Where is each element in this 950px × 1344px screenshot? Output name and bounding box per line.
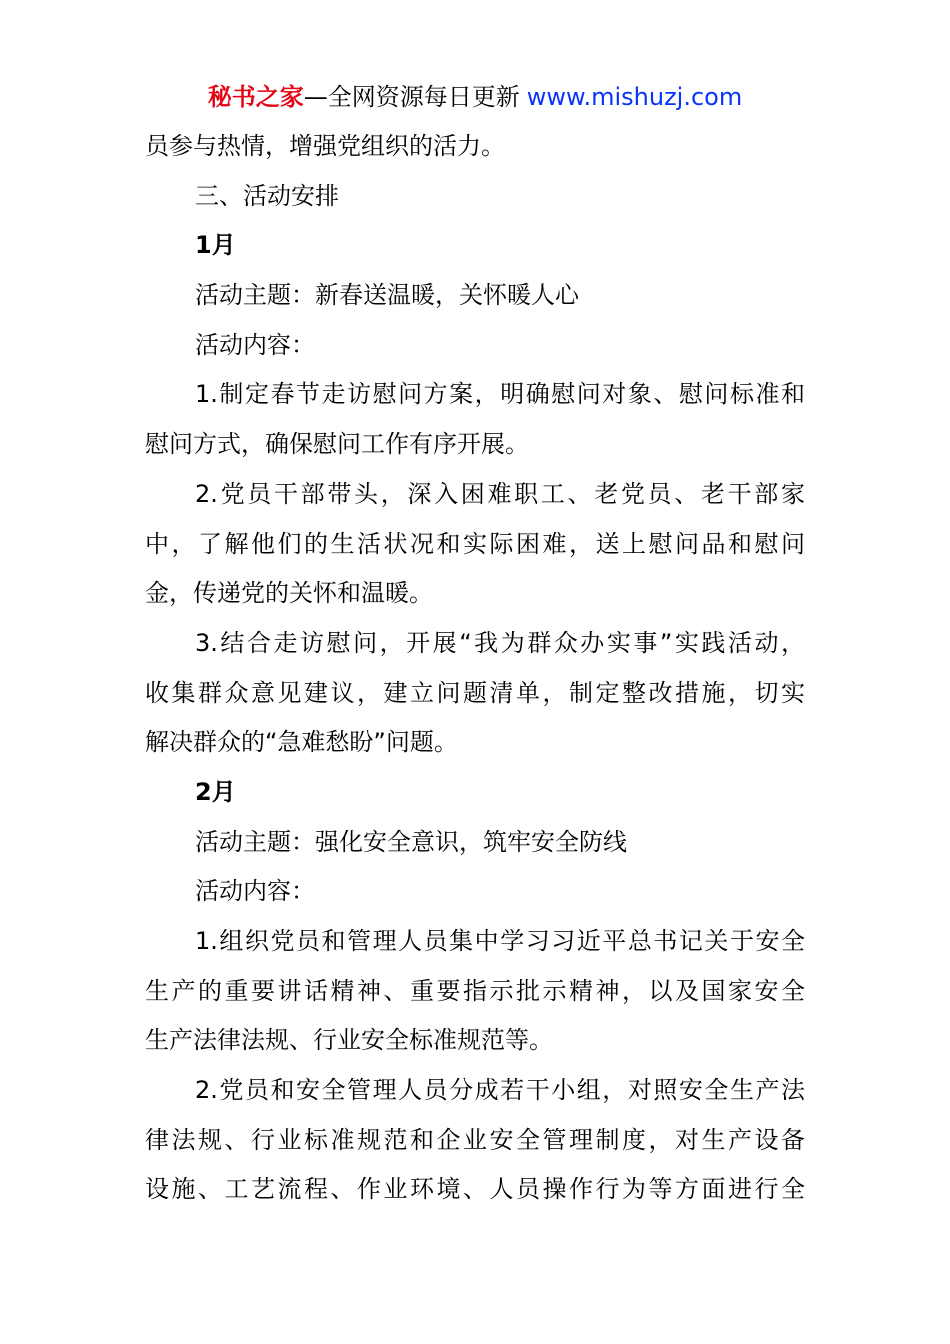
text-line: 解决群众的“急难愁盼”问题。 xyxy=(145,728,458,757)
text-line: 2月 xyxy=(195,777,236,806)
activity-theme xyxy=(145,271,805,321)
paragraph xyxy=(145,619,805,768)
text-line: 活动主题：新春送温暖，关怀暖人心 xyxy=(195,281,579,310)
text-line: 生产的重要讲话精神、重要指示批示精神，以及国家安全 xyxy=(145,976,805,1005)
text-line: 活动内容： xyxy=(195,330,315,359)
activity-theme xyxy=(145,818,805,868)
text-line: 2.党员和安全管理人员分成若干小组，对照安全生产法 xyxy=(195,1076,805,1105)
page-header xyxy=(0,72,950,122)
section-heading xyxy=(145,172,805,222)
brand-name: 秘书之家 xyxy=(207,83,304,111)
paragraph xyxy=(145,1066,805,1215)
text-line: 设施、工艺流程、作业环境、人员操作行为等方面进行全 xyxy=(145,1175,805,1204)
text-line: 2.党员干部带头，深入困难职工、老党员、老干部家 xyxy=(195,479,805,508)
month-heading-january xyxy=(145,221,805,271)
document-body xyxy=(145,122,805,1215)
month-heading-february xyxy=(145,768,805,818)
paragraph xyxy=(145,370,805,469)
paragraph-continuation xyxy=(145,122,805,172)
site-url: www.mishuzj.com xyxy=(526,83,743,111)
text-line: 活动主题：强化安全意识，筑牢安全防线 xyxy=(195,827,627,856)
text-line: 1.组织党员和管理人员集中学习习近平总书记关于安全 xyxy=(195,927,805,955)
text-line: 慰问方式，确保慰问工作有序开展。 xyxy=(145,430,529,459)
activity-content-label xyxy=(145,321,805,371)
text-line: 律法规、行业标准规范和企业安全管理制度，对生产设备 xyxy=(145,1125,805,1154)
activity-content-label xyxy=(145,867,805,917)
text-line: 3.结合走访慰问，开展“我为群众办实事”实践活动， xyxy=(195,628,805,657)
text-line: 金，传递党的关怀和温暖。 xyxy=(145,579,433,608)
text-line: 生产法律法规、行业安全标准规范等。 xyxy=(145,1026,553,1055)
text-line: 中，了解他们的生活状况和实际困难，送上慰问品和慰问 xyxy=(145,529,805,558)
text-line: 三、活动安排 xyxy=(195,181,339,210)
text-line: 员参与热情，增强党组织的活力。 xyxy=(145,132,505,160)
text-line: 活动内容： xyxy=(195,877,315,906)
header-tagline: —全网资源每日更新 xyxy=(303,83,520,111)
text-line: 1.制定春节走访慰问方案，明确慰问对象、慰问标准和 xyxy=(195,380,805,409)
paragraph xyxy=(145,917,805,1066)
paragraph xyxy=(145,470,805,619)
text-line: 收集群众意见建议，建立问题清单，制定整改措施，切实 xyxy=(145,678,805,707)
text-line: 1月 xyxy=(195,231,236,260)
